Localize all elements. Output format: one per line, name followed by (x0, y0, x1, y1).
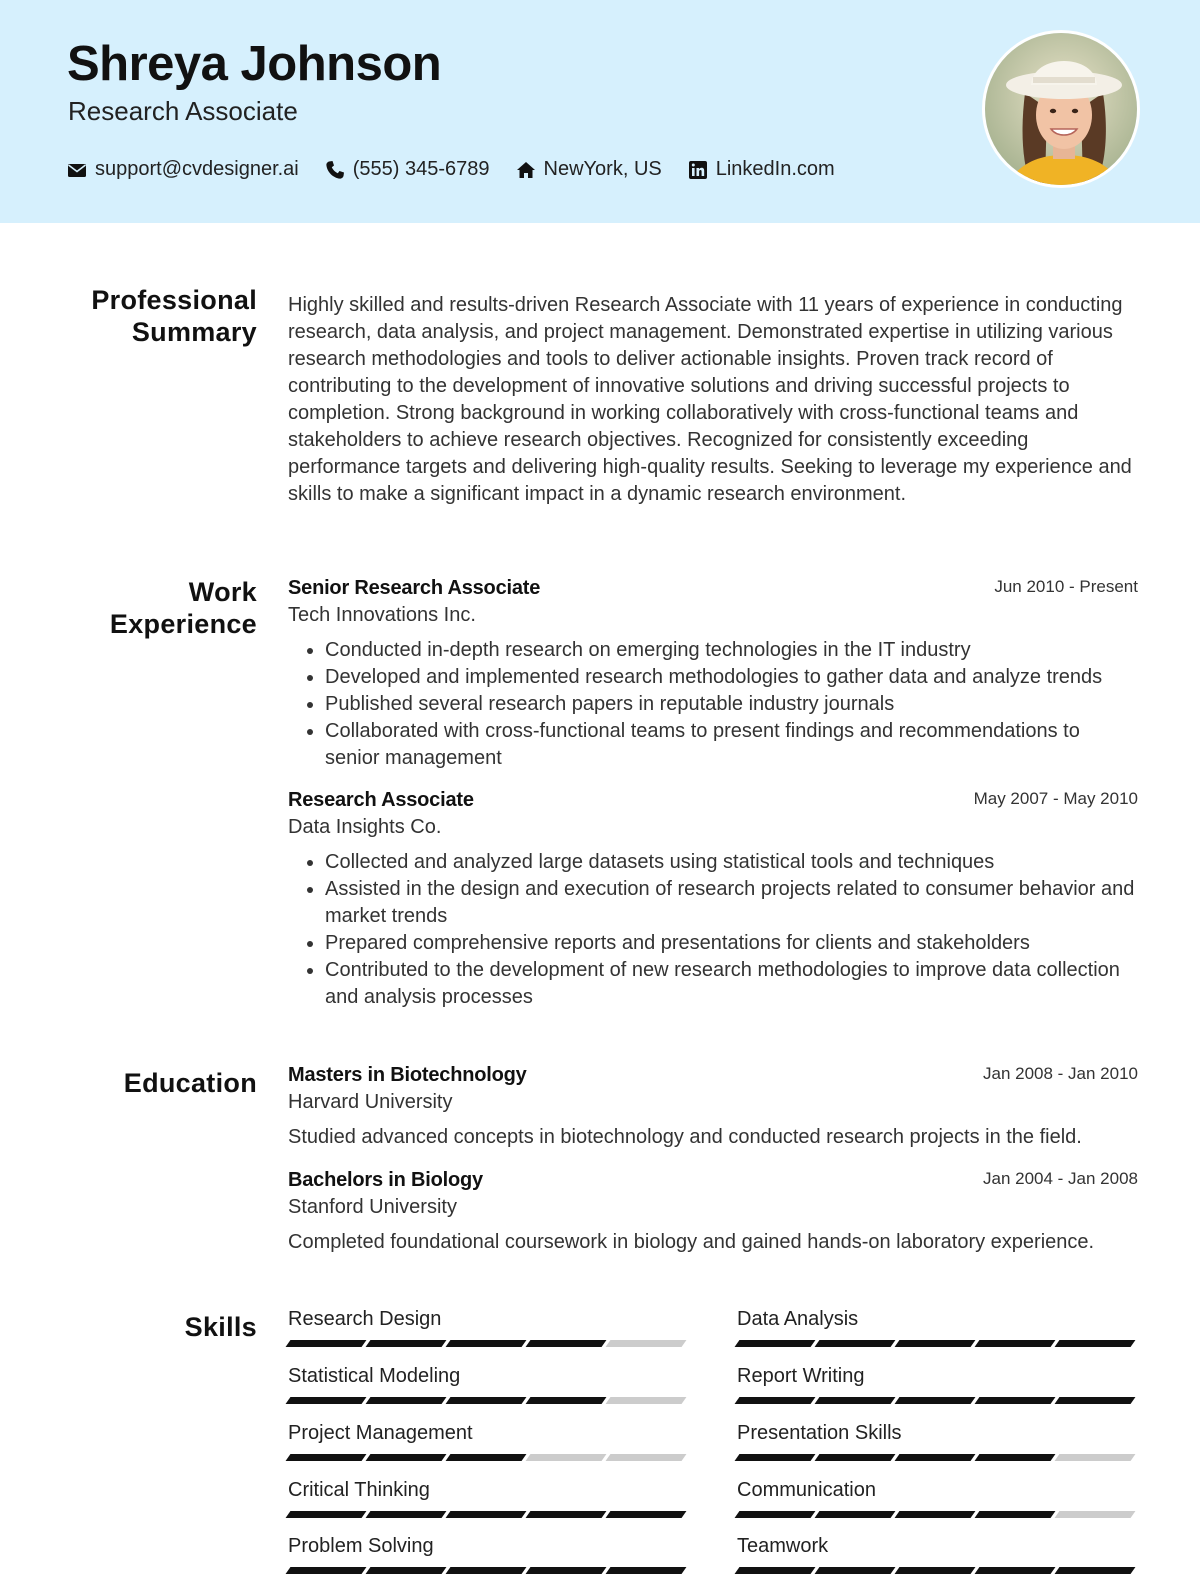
skill-name: Communication (737, 1479, 876, 1501)
skill-name: Report Writing (737, 1365, 865, 1387)
skill-level-segment-filled (975, 1340, 1056, 1347)
education-entry (288, 1064, 1138, 1149)
contact-location (516, 158, 662, 181)
skill-level-segment-filled (526, 1567, 607, 1574)
skill-level-segment-filled (526, 1397, 607, 1404)
skill-level-segment-filled (286, 1567, 367, 1574)
skill-name: Data Analysis (737, 1308, 859, 1330)
skill-level-bar (737, 1454, 1137, 1461)
contact-linkedin[interactable] (688, 158, 835, 181)
skill-name: Project Management (288, 1422, 473, 1444)
education-dates: Jan 2008 - Jan 2010 (982, 1064, 1138, 1083)
skill-item (288, 1479, 688, 1518)
education-description: Studied advanced concepts in biotechnology and conducted research projects in the field. (288, 1126, 1082, 1148)
skill-level-segment-filled (526, 1511, 607, 1518)
skill-name: Presentation Skills (737, 1422, 902, 1444)
skill-level-segment-filled (286, 1340, 367, 1347)
skill-level-segment-filled (366, 1454, 447, 1461)
skill-level-segment-filled (895, 1567, 976, 1574)
education-school: Stanford University (288, 1196, 457, 1218)
skill-item (737, 1535, 1137, 1574)
skill-level-segment-empty (606, 1397, 687, 1404)
summary-text: Highly skilled and results-driven Research Associate with 11 years of experience in conducting research, data analysis, and project management. Demonstrated expertise in utilizing various research methodologies and tools to deliver actionable insights. Proven track record of contributing to the development of innovative solutions and driving successful projects to completion. Strong background in working collaboratively with cross-functional teams and stakeholders to achieve research objectives. Recognized for consistently exceeding performance targets and delivering high-quality results. Seeking to leverage my experience and skills to make a significant impact in a dynamic research environment. (288, 294, 1132, 505)
education-degree: Masters in Biotechnology (288, 1064, 527, 1086)
contact-email[interactable] (67, 158, 299, 181)
job-bullets (288, 637, 1138, 772)
skill-level-segment-filled (1055, 1340, 1136, 1347)
skill-level-segment-filled (606, 1511, 687, 1518)
home-icon (516, 160, 536, 180)
skill-level-segment-filled (815, 1511, 896, 1518)
job-bullets (288, 849, 1138, 1011)
skill-level-bar (737, 1340, 1137, 1347)
candidate-title: Research Associate (68, 96, 298, 126)
work-heading-line2: Experience (109, 609, 257, 639)
skill-level-segment-filled (815, 1340, 896, 1347)
skill-level-segment-empty (1055, 1511, 1136, 1518)
skill-level-segment-empty (606, 1454, 687, 1461)
contact-phone-text: (555) 345-6789 (352, 158, 490, 180)
skill-level-bar (288, 1511, 688, 1518)
skills-heading: Skills (184, 1312, 257, 1342)
skill-level-segment-filled (975, 1567, 1056, 1574)
skill-item (737, 1422, 1137, 1461)
skill-level-segment-filled (735, 1340, 816, 1347)
skill-level-bar (288, 1340, 688, 1347)
skill-level-segment-filled (735, 1511, 816, 1518)
skill-level-segment-filled (286, 1454, 367, 1461)
skill-name: Statistical Modeling (288, 1365, 461, 1387)
education-heading: Education (123, 1068, 257, 1098)
skill-level-bar (737, 1567, 1137, 1574)
skill-name: Problem Solving (288, 1535, 434, 1557)
skill-level-segment-filled (895, 1511, 976, 1518)
skill-level-segment-filled (446, 1454, 527, 1461)
job-company: Data Insights Co. (288, 816, 442, 838)
summary-heading (0, 284, 257, 348)
education-entry (288, 1169, 1138, 1254)
skill-level-segment-filled (366, 1397, 447, 1404)
skill-level-segment-filled (446, 1567, 527, 1574)
skill-level-segment-filled (895, 1454, 976, 1461)
contact-email-text: support@cvdesigner.ai (95, 158, 299, 180)
phone-icon (325, 160, 345, 180)
skill-level-segment-filled (815, 1454, 896, 1461)
education-school: Harvard University (288, 1091, 453, 1113)
skill-level-segment-filled (366, 1511, 447, 1518)
skill-level-bar (737, 1511, 1137, 1518)
job-bullet: • Contributed to the development of new research methodologies to improve data collection and analysis processes (325, 957, 1138, 1011)
job-entry (288, 577, 1138, 772)
skill-level-segment-filled (446, 1511, 527, 1518)
education-dates: Jan 2004 - Jan 2008 (982, 1169, 1138, 1188)
job-bullet: • Developed and implemented research methodologies to gather data and analyze trends (325, 664, 1138, 691)
envelope-icon (67, 160, 87, 180)
candidate-name: Shreya Johnson (67, 37, 442, 91)
skill-name: Teamwork (737, 1535, 829, 1557)
skill-level-bar (288, 1397, 688, 1404)
skill-level-segment-filled (895, 1340, 976, 1347)
contact-linkedin-text: LinkedIn.com (715, 158, 835, 180)
skill-item (737, 1365, 1137, 1404)
education-degree: Bachelors in Biology (288, 1169, 483, 1191)
skill-level-segment-filled (895, 1397, 976, 1404)
skill-level-segment-filled (975, 1454, 1056, 1461)
job-bullet: • Published several research papers in reputable industry journals (325, 691, 1138, 718)
contact-phone[interactable] (325, 158, 490, 181)
job-title: Senior Research Associate (288, 577, 541, 599)
skill-level-segment-filled (366, 1567, 447, 1574)
skill-level-segment-filled (735, 1454, 816, 1461)
profile-photo (982, 30, 1140, 188)
job-bullet: • Prepared comprehensive reports and presentations for clients and stakeholders (325, 930, 1138, 957)
work-heading-line1: Work (188, 577, 257, 607)
skill-level-segment-filled (735, 1567, 816, 1574)
skill-level-segment-filled (1055, 1397, 1136, 1404)
summary-heading-line2: Summary (131, 317, 257, 347)
job-title: Research Associate (288, 789, 474, 811)
job-bullet: • Assisted in the design and execution of research projects related to consumer behavior and market trends (325, 876, 1138, 930)
skill-item (288, 1535, 688, 1574)
skill-item (288, 1365, 688, 1404)
summary-heading-line1: Professional (91, 285, 257, 315)
skill-level-segment-filled (815, 1397, 896, 1404)
education-description: Completed foundational coursework in biology and gained hands-on laboratory experience. (288, 1231, 1095, 1253)
job-dates: Jun 2010 - Present (994, 577, 1138, 596)
skill-level-segment-filled (286, 1511, 367, 1518)
skill-item (288, 1422, 688, 1461)
skill-level-segment-filled (366, 1340, 447, 1347)
job-bullet: • Conducted in-depth research on emerging technologies in the IT industry (325, 637, 1138, 664)
skill-level-bar (288, 1567, 688, 1574)
skill-level-segment-filled (286, 1397, 367, 1404)
skill-name: Research Design (288, 1308, 442, 1330)
skill-level-segment-filled (975, 1397, 1056, 1404)
work-heading (0, 576, 257, 640)
skill-level-segment-filled (526, 1340, 607, 1347)
job-bullet: • Collaborated with cross-functional teams to present findings and recommendations to senior management (325, 718, 1138, 772)
skill-level-segment-empty (1055, 1454, 1136, 1461)
skill-level-segment-filled (606, 1567, 687, 1574)
header-banner (0, 0, 1200, 223)
job-entry (288, 789, 1138, 1011)
skill-level-segment-filled (815, 1567, 896, 1574)
linkedin-icon (688, 160, 708, 180)
skill-level-segment-filled (1055, 1567, 1136, 1574)
skill-level-segment-empty (526, 1454, 607, 1461)
skill-item (737, 1308, 1137, 1347)
skill-level-segment-empty (606, 1340, 687, 1347)
skill-level-segment-filled (735, 1397, 816, 1404)
job-dates: May 2007 - May 2010 (973, 789, 1138, 808)
skill-level-bar (288, 1454, 688, 1461)
job-company: Tech Innovations Inc. (288, 604, 476, 626)
skill-level-bar (737, 1397, 1137, 1404)
skill-level-segment-filled (446, 1340, 527, 1347)
contact-location-text: NewYork, US (543, 158, 662, 180)
skill-item (737, 1479, 1137, 1518)
job-bullet: • Collected and analyzed large datasets using statistical tools and techniques (325, 849, 1138, 876)
skill-item (288, 1308, 688, 1347)
skill-level-segment-filled (975, 1511, 1056, 1518)
skill-name: Critical Thinking (288, 1479, 430, 1501)
contact-bar (67, 158, 861, 181)
skill-level-segment-filled (446, 1397, 527, 1404)
